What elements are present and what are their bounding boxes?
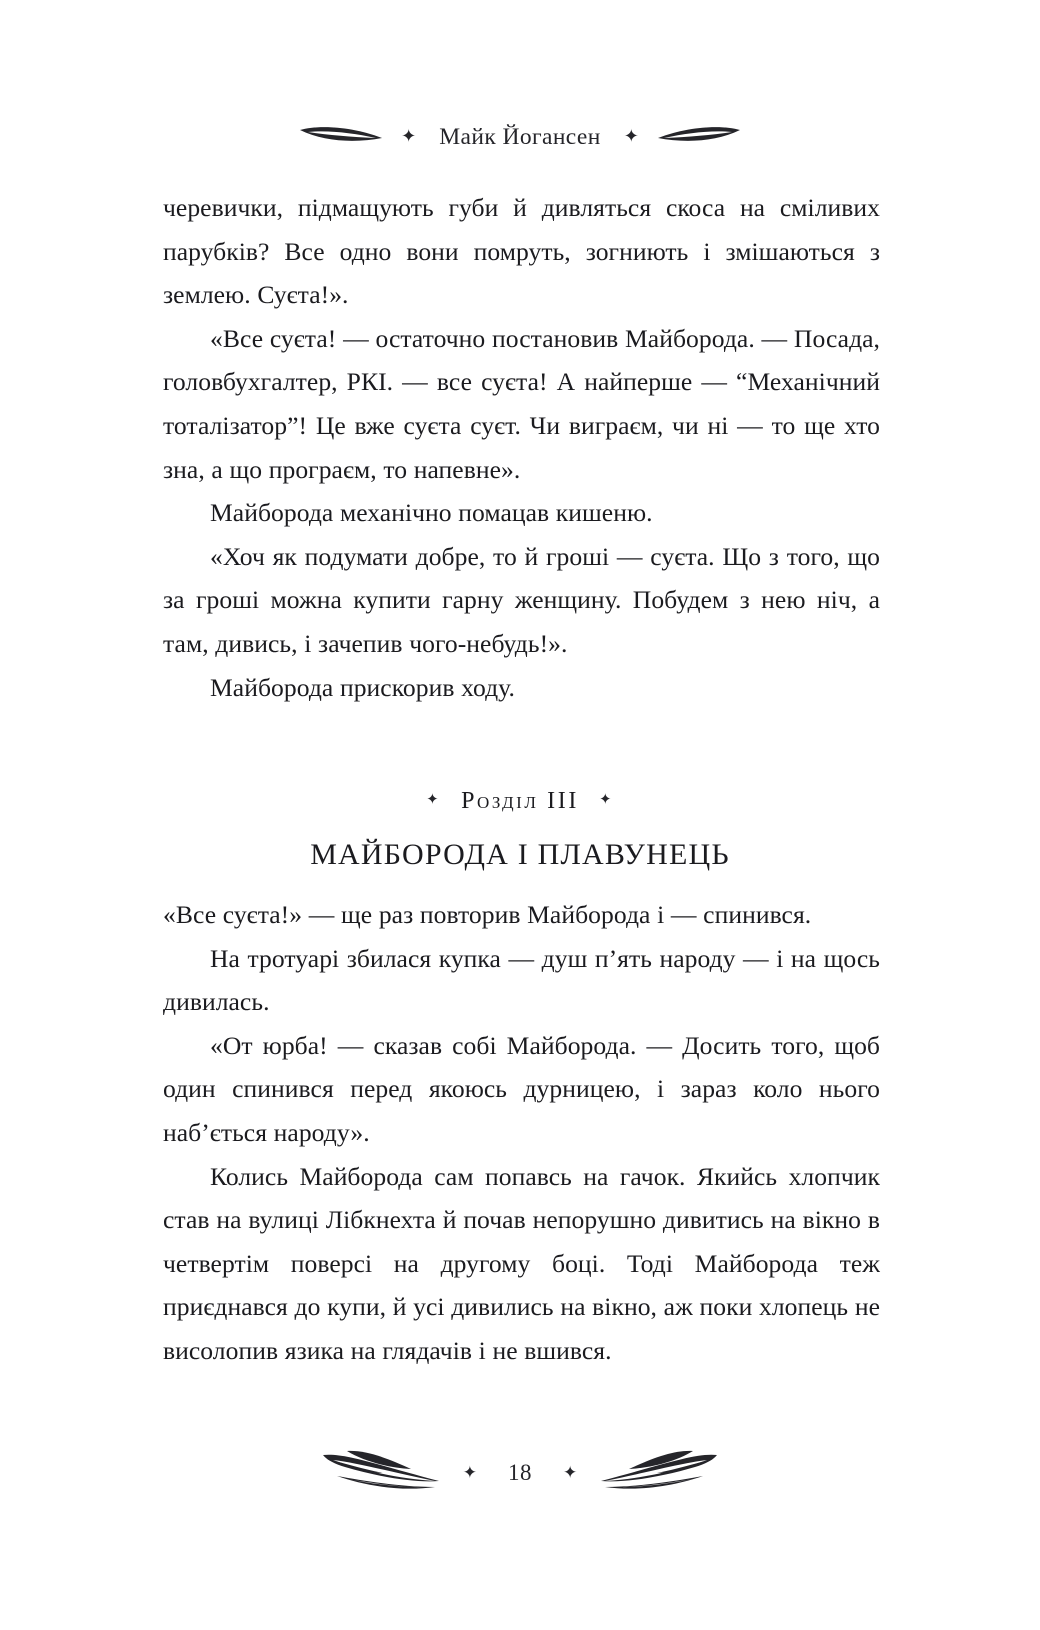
diamond-ornament-icon: ✦ <box>462 1462 477 1482</box>
leaf-ornament-icon <box>656 122 742 153</box>
diamond-ornament-icon: ✦ <box>563 1462 578 1482</box>
paragraph: «От юрба! — сказав собі Майборода. — Досить того, щоб один спинився перед якоюсь дурницею, і зараз коло нього наб’ється народу». <box>163 1030 880 1147</box>
running-head-author: Майк Йогансен <box>439 123 601 150</box>
chapter-title: МАЙБОРОДА І ПЛАВУНЕЦЬ <box>310 838 730 871</box>
diamond-ornament-icon: ✦ <box>401 126 417 146</box>
chapter-label <box>0 788 1040 815</box>
paragraph: черевички, підмащують губи й дивляться скоса на сміливих парубків? Все одно вони помруть, зогниють і змішаються з землею. Суєта!». <box>163 193 880 310</box>
diamond-ornament-icon: ✦ <box>598 792 614 808</box>
text-block-lower <box>163 893 880 1373</box>
diamond-ornament-icon: ✦ <box>623 126 639 146</box>
diamond-ornament-icon: ✦ <box>426 792 442 808</box>
page-footer <box>0 1438 1040 1508</box>
paragraph: На тротуарі збилася купка — душ п’ять народу — і на щось дивилась. <box>163 943 880 1017</box>
leaf-ornament-icon <box>298 122 384 153</box>
paragraph: «Хоч як подумати добре, то й гроші — суєта. Що з того, що за гроші можна купити гарну женщину. Побудем з нею ніч, а там, дивись, і зачепив чого-небудь!». <box>163 541 880 658</box>
text-block-upper <box>163 186 880 709</box>
chapter-number-label: Розділ III <box>461 788 579 814</box>
paragraph: Майборода механічно помацав кишеню. <box>210 498 653 528</box>
page-number: 18 <box>508 1460 532 1485</box>
paragraph: Колись Майборода сам попавсь на гачок. Якийсь хлопчик став на вулиці Лібкнехта й почав непорушно дивитись на вікно в четвертім поверсі на другому боці. Тоді Майборода теж приєднався до купи, й усі дивились на вікно, аж поки хлопець не висолопив язика на глядачів і не вшився. <box>163 1161 880 1365</box>
feather-ornament-icon <box>319 1443 447 1504</box>
paragraph: «Все суєта! — остаточно постановив Майборода. — Посада, головбухгалтер, РКІ. — все суєта! А найперше — “Механічний тоталізатор”! Це вже суєта суєт. Чи виграєм, чи ні — то ще хто зна, а що програєм, то напевне». <box>163 323 880 484</box>
paragraph: Майборода прискорив ходу. <box>210 672 515 702</box>
running-head <box>0 112 1040 162</box>
paragraph: «Все суєта!» — ще раз повторив Майборода і — спинився. <box>163 900 812 929</box>
feather-ornament-icon <box>593 1443 721 1504</box>
